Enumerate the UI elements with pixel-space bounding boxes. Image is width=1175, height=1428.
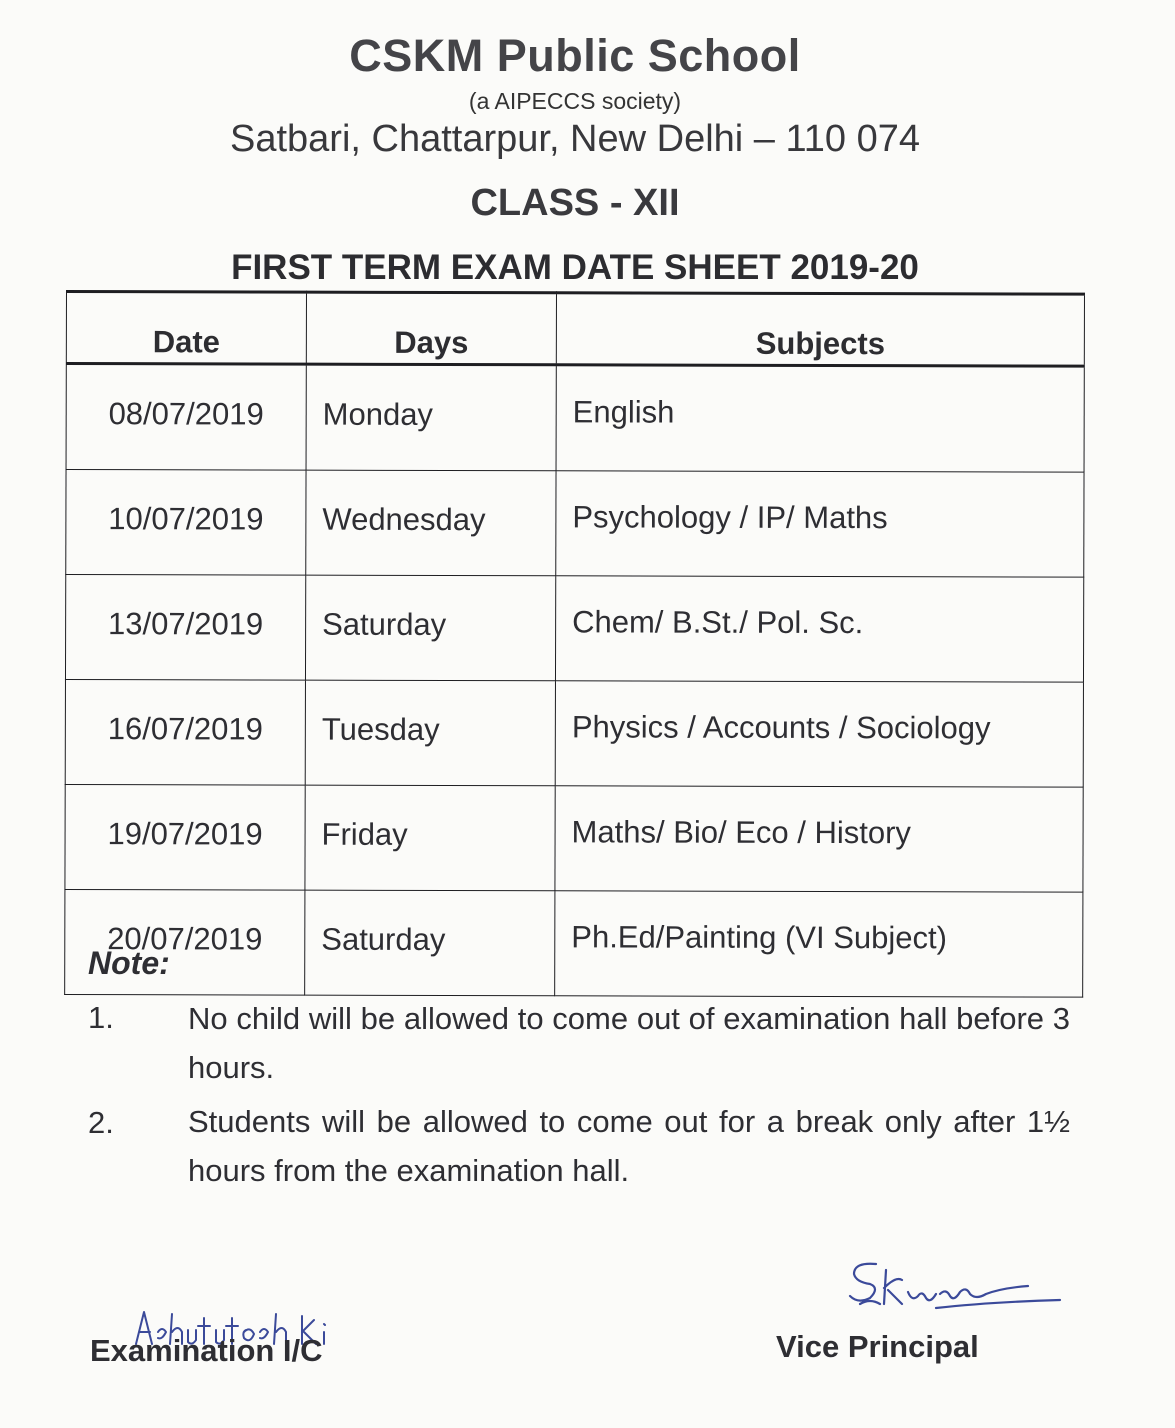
exam-subjects: English xyxy=(556,365,1084,472)
table-row xyxy=(65,575,1083,683)
exam-day: Tuesday xyxy=(305,680,555,786)
exam-subjects: Ph.Ed/Painting (VI Subject) xyxy=(555,891,1083,997)
signature-ink xyxy=(850,1264,1060,1308)
examination-incharge-label: Examination I/C xyxy=(90,1333,323,1368)
exam-subjects: Maths/ Bio/ Eco / History xyxy=(555,786,1083,892)
exam-day: Friday xyxy=(305,785,555,891)
table-header-row xyxy=(66,292,1084,367)
header-days: Days xyxy=(306,292,556,365)
note-number: 1. xyxy=(88,1000,114,1035)
exam-day: Saturday xyxy=(305,890,555,996)
note-text: No child will be allowed to come out of examination hall before 3 hours. xyxy=(188,1001,1070,1085)
date-sheet-table xyxy=(64,290,1085,998)
header-date: Date xyxy=(66,292,306,365)
exam-date: 13/07/2019 xyxy=(65,575,305,681)
vice-principal-label: Vice Principal xyxy=(776,1329,979,1364)
exam-subjects: Physics / Accounts / Sociology xyxy=(555,681,1083,787)
exam-day: Monday xyxy=(306,364,556,471)
exam-day: Saturday xyxy=(305,575,555,681)
school-address: Satbari, Chattarpur, New Delhi – 110 074 xyxy=(229,118,921,160)
exam-date: 16/07/2019 xyxy=(65,680,305,786)
note-number: 2. xyxy=(88,1105,114,1140)
date-sheet-title: FIRST TERM EXAM DATE SHEET 2019-20 xyxy=(231,248,919,287)
society-subtitle: (a AIPECCS society) xyxy=(468,88,682,114)
date-sheet-table-container xyxy=(64,290,1084,998)
class-title: CLASS - XII xyxy=(470,182,680,224)
vice-principal-signature xyxy=(840,1252,1070,1324)
exam-date: 19/07/2019 xyxy=(65,784,305,890)
table-row xyxy=(65,680,1083,788)
school-name: CSKM Public School xyxy=(349,30,801,81)
note-heading: Note: xyxy=(88,945,170,981)
exam-day: Wednesday xyxy=(306,470,556,576)
table-row xyxy=(65,784,1083,892)
table-row xyxy=(66,364,1084,473)
exam-subjects: Psychology / IP/ Maths xyxy=(556,471,1084,577)
table-row xyxy=(65,889,1083,997)
exam-date: 20/07/2019 xyxy=(65,889,305,995)
table-row xyxy=(66,470,1084,578)
exam-date: 10/07/2019 xyxy=(66,470,306,576)
exam-subjects: Chem/ B.St./ Pol. Sc. xyxy=(555,576,1083,682)
exam-date: 08/07/2019 xyxy=(66,364,306,471)
note-text: Students will be allowed to come out for a break only after 1½ hours from the examination hall. xyxy=(188,1104,1070,1188)
header-subjects: Subjects xyxy=(556,293,1084,366)
